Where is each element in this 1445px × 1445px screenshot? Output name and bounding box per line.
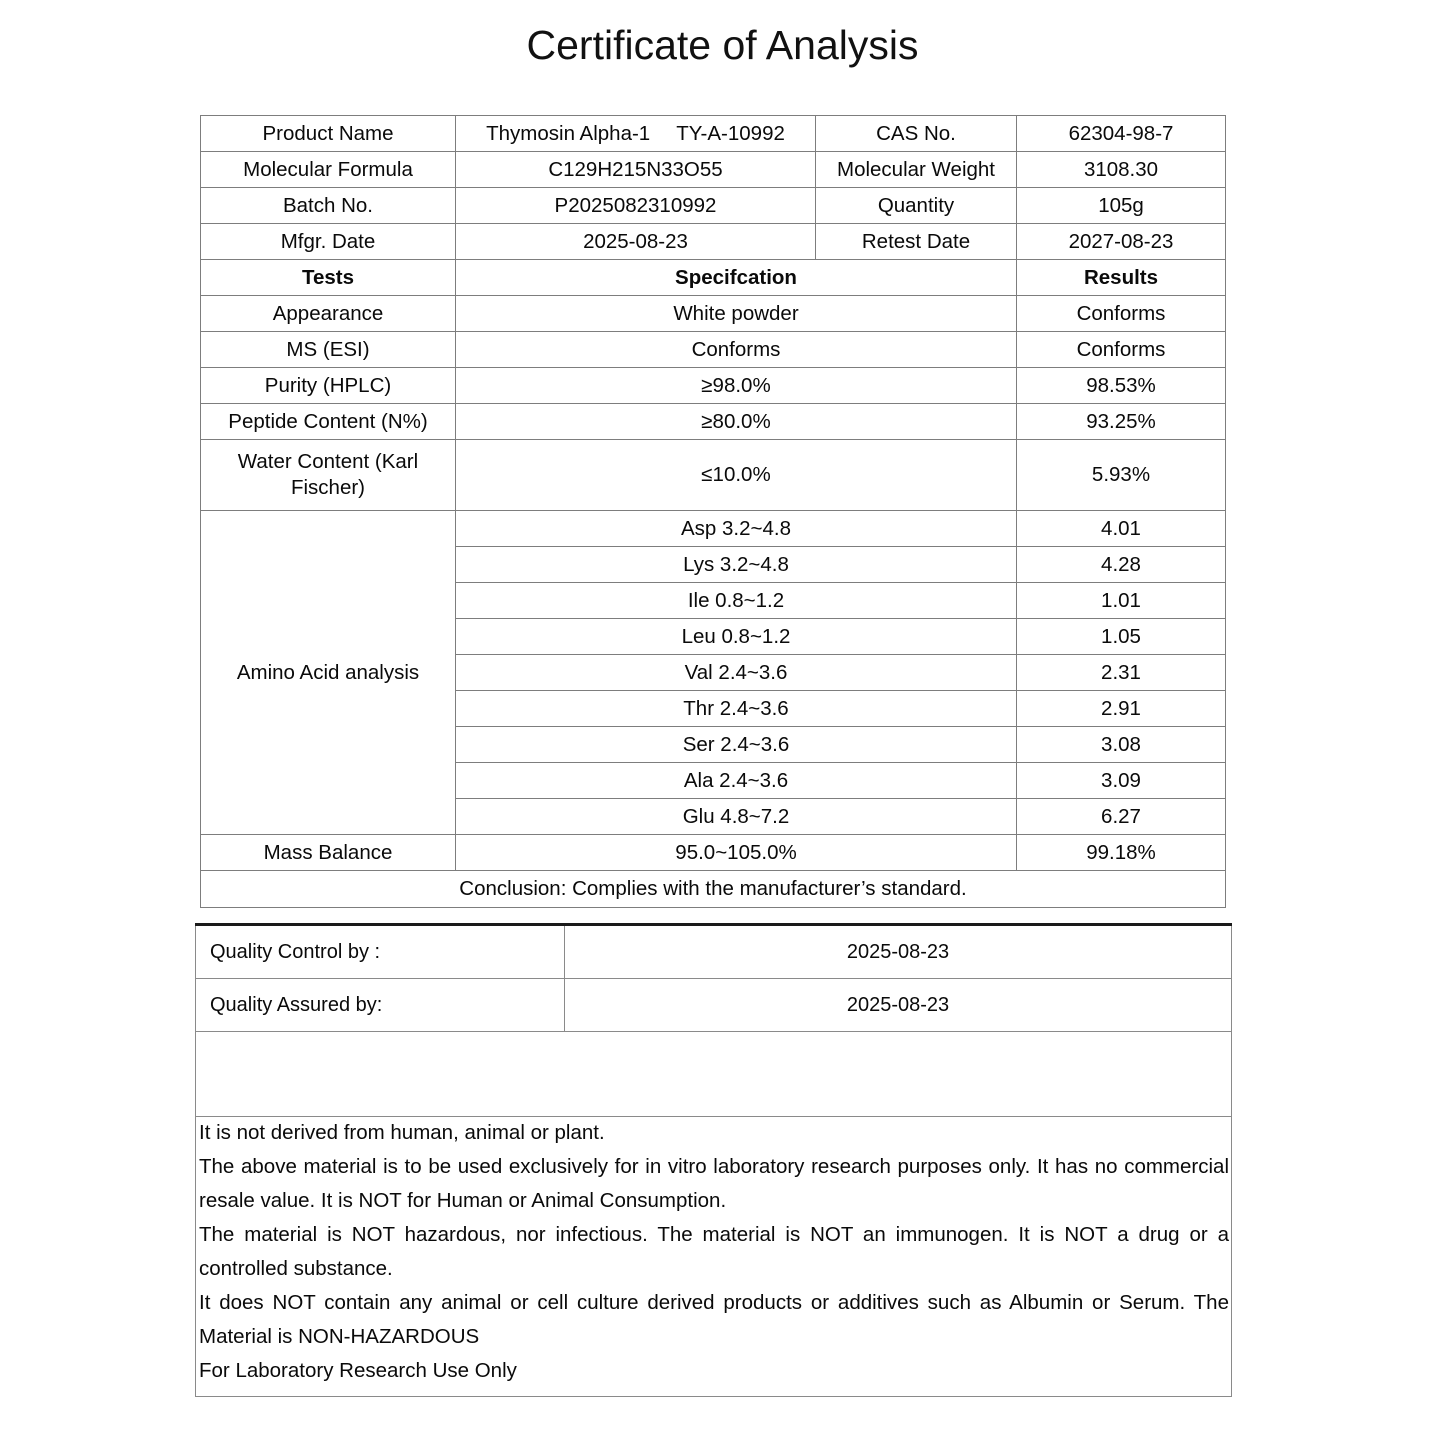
test-result-water-content: 5.93% [1017, 440, 1226, 511]
retest-date-label: Retest Date [816, 224, 1017, 260]
test-name-mass-balance: Mass Balance [201, 835, 456, 871]
amino-acid-spec-asp: Asp 3.2~4.8 [456, 511, 1017, 547]
table-row-peptide-content [201, 404, 1226, 440]
test-name-peptide-content: Peptide Content (N%) [201, 404, 456, 440]
retest-date-value: 2027-08-23 [1017, 224, 1226, 260]
molecular-weight-label: Molecular Weight [816, 152, 1017, 188]
mfgr-date-value: 2025-08-23 [456, 224, 816, 260]
molecular-formula-value: C129H215N33O55 [456, 152, 816, 188]
col-header-tests: Tests [201, 260, 456, 296]
test-spec-ms-esi: Conforms [456, 332, 1017, 368]
table-row-disclaimer [196, 1110, 1232, 1397]
test-spec-peptide-content: ≥80.0% [456, 404, 1017, 440]
cas-no-label: CAS No. [816, 116, 1017, 152]
amino-acid-result-val: 2.31 [1017, 655, 1226, 691]
molecular-formula-label: Molecular Formula [201, 152, 456, 188]
coa-main-table [200, 115, 1226, 908]
table-row-molecular-formula [201, 152, 1226, 188]
table-row-quality-assured [196, 979, 1232, 1032]
table-row-conclusion [201, 871, 1226, 908]
test-result-purity-hplc: 98.53% [1017, 368, 1226, 404]
table-row-signature-blank [196, 1032, 1232, 1117]
table-row-mass-balance [201, 835, 1226, 871]
test-name-ms-esi: MS (ESI) [201, 332, 456, 368]
amino-acid-result-glu: 6.27 [1017, 799, 1226, 835]
amino-acid-result-ala: 3.09 [1017, 763, 1226, 799]
product-name-label: Product Name [201, 116, 456, 152]
amino-acid-spec-ile: Ile 0.8~1.2 [456, 583, 1017, 619]
disclaimer-body [196, 1110, 1232, 1397]
amino-acid-spec-lys: Lys 3.2~4.8 [456, 547, 1017, 583]
table-row-amino-acid-asp [201, 511, 1226, 547]
disclaimer-line-2: The above material is to be used exclusively for in vitro laboratory research purposes only. It has no commercial resale value. It is NOT for Human or Animal Consumption. [199, 1155, 1229, 1212]
table-row-quality-control [196, 925, 1232, 979]
test-name-appearance: Appearance [201, 296, 456, 332]
quality-control-date: 2025-08-23 [565, 925, 1232, 979]
disclaimer-table [195, 1110, 1232, 1397]
amino-acid-result-lys: 4.28 [1017, 547, 1226, 583]
test-name-purity-hplc: Purity (HPLC) [201, 368, 456, 404]
signature-table [195, 923, 1232, 1117]
quality-control-label: Quality Control by : [196, 925, 565, 979]
table-row-mfgr-date [201, 224, 1226, 260]
test-name-water-content: Water Content (Karl Fischer) [201, 440, 456, 511]
batch-no-label: Batch No. [201, 188, 456, 224]
test-result-ms-esi: Conforms [1017, 332, 1226, 368]
table-row-tests-header [201, 260, 1226, 296]
table-row-batch-no [201, 188, 1226, 224]
amino-acid-result-thr: 2.91 [1017, 691, 1226, 727]
page-title: Certificate of Analysis [526, 22, 919, 68]
batch-no-value: P2025082310992 [456, 188, 816, 224]
col-header-specification: Specifcation [456, 260, 1017, 296]
mfgr-date-label: Mfgr. Date [201, 224, 456, 260]
disclaimer-line-4: It does NOT contain any animal or cell culture derived products or additives such as Albumin or Serum. The Material is NON-HAZARDOUS [199, 1291, 1229, 1348]
test-result-peptide-content: 93.25% [1017, 404, 1226, 440]
quantity-value: 105g [1017, 188, 1226, 224]
table-row-product-name [201, 116, 1226, 152]
table-row-ms-esi [201, 332, 1226, 368]
amino-acid-analysis-label: Amino Acid analysis [201, 511, 456, 835]
amino-acid-spec-ser: Ser 2.4~3.6 [456, 727, 1017, 763]
table-row-water-content [201, 440, 1226, 511]
test-spec-purity-hplc: ≥98.0% [456, 368, 1017, 404]
amino-acid-spec-ala: Ala 2.4~3.6 [456, 763, 1017, 799]
cas-no-value: 62304-98-7 [1017, 116, 1226, 152]
test-spec-water-content: ≤10.0% [456, 440, 1017, 511]
amino-acid-spec-val: Val 2.4~3.6 [456, 655, 1017, 691]
amino-acid-spec-thr: Thr 2.4~3.6 [456, 691, 1017, 727]
product-name-value [456, 116, 816, 152]
table-row-purity-hplc [201, 368, 1226, 404]
conclusion-text: Conclusion: Complies with the manufacturer’s standard. [201, 871, 1226, 908]
col-header-results: Results [1017, 260, 1226, 296]
product-code-text: TY-A-10992 [676, 121, 785, 145]
table-row-appearance [201, 296, 1226, 332]
test-spec-mass-balance: 95.0~105.0% [456, 835, 1017, 871]
amino-acid-result-asp: 4.01 [1017, 511, 1226, 547]
product-name-text: Thymosin Alpha-1 [486, 121, 651, 145]
disclaimer-line-1: It is not derived from human, animal or plant. [199, 1121, 605, 1144]
amino-acid-result-ile: 1.01 [1017, 583, 1226, 619]
quality-assured-date: 2025-08-23 [565, 979, 1232, 1032]
amino-acid-spec-glu: Glu 4.8~7.2 [456, 799, 1017, 835]
disclaimer-line-3: The material is NOT hazardous, nor infectious. The material is NOT an immunogen. It is NOT a drug or a controlled substance. [199, 1223, 1229, 1280]
amino-acid-result-leu: 1.05 [1017, 619, 1226, 655]
test-spec-appearance: White powder [456, 296, 1017, 332]
disclaimer-line-5: For Laboratory Research Use Only [199, 1359, 517, 1382]
amino-acid-spec-leu: Leu 0.8~1.2 [456, 619, 1017, 655]
quality-assured-label: Quality Assured by: [196, 979, 565, 1032]
quantity-label: Quantity [816, 188, 1017, 224]
signature-blank-area [196, 1032, 1232, 1117]
test-result-mass-balance: 99.18% [1017, 835, 1226, 871]
amino-acid-result-ser: 3.08 [1017, 727, 1226, 763]
molecular-weight-value: 3108.30 [1017, 152, 1226, 188]
test-result-appearance: Conforms [1017, 296, 1226, 332]
